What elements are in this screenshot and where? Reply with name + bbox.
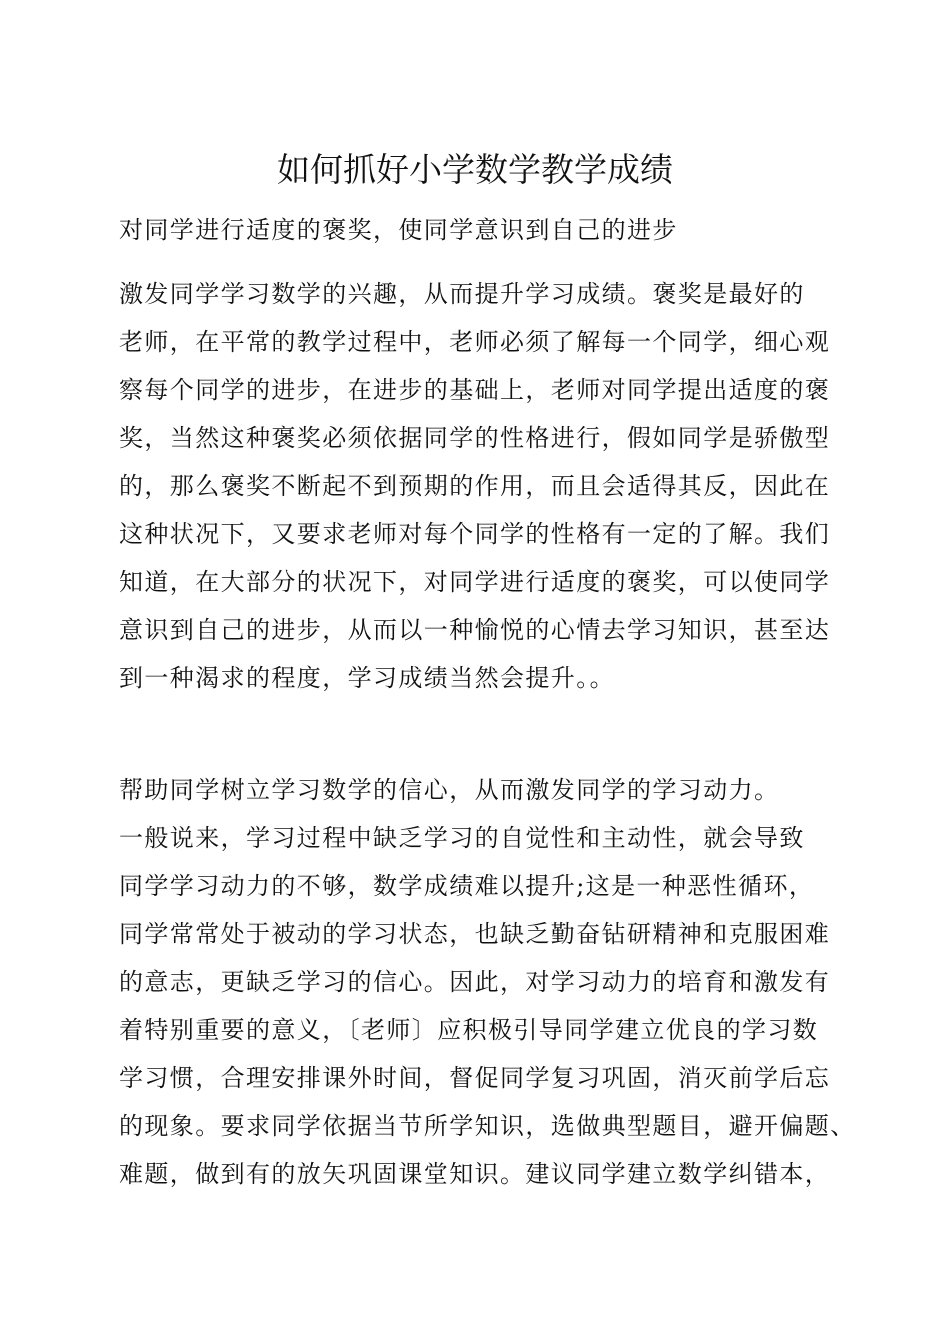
paragraph-line: 一般说来，学习过程中缺乏学习的自觉性和主动性，就会导致 [119, 824, 805, 852]
paragraph-line: 学习惯，合理安排课外时间，督促同学复习巩固，消灭前学后忘 [119, 1064, 831, 1092]
paragraph-line: 同学学习动力的不够，数学成绩难以提升;这是一种恶性循环， [119, 872, 815, 900]
paragraph-line: 着特别重要的意义，〔老师〕应积极引导同学建立优良的学习数 [119, 1016, 819, 1044]
paragraph-line: 意识到自己的进步，从而以一种愉悦的心情去学习知识，甚至达 [119, 616, 831, 644]
paragraph-line: 的意志，更缺乏学习的信心。因此，对学习动力的培育和激发有 [119, 968, 831, 996]
paragraph-line: 奖，当然这种褒奖必须依据同学的性格进行，假如同学是骄傲型 [119, 424, 831, 452]
paragraph-line: 知道，在大部分的状况下，对同学进行适度的褒奖，可以使同学 [119, 568, 831, 596]
paragraph-line: 帮助同学树立学习数学的信心，从而激发同学的学习动力。 [119, 776, 780, 804]
paragraph-line: 老师，在平常的教学过程中，老师必须了解每一个同学，细心观 [119, 328, 831, 356]
document-title: 如何抓好小学数学教学成绩 [277, 150, 673, 189]
paragraph-line: 的现象。要求同学依据当节所学知识，选做典型题目，避开偏题、 [119, 1112, 856, 1140]
paragraph-line: 到一种渴求的程度，学习成绩当然会提升。。 [119, 664, 615, 692]
paragraph-line: 的，那么褒奖不断起不到预期的作用，而且会适得其反，因此在 [119, 472, 831, 500]
paragraph-line: 难题，做到有的放矢巩固课堂知识。建议同学建立数学纠错本， [119, 1160, 831, 1188]
paragraph-line: 这种状况下，又要求老师对每个同学的性格有一定的了解。我们 [119, 520, 831, 548]
paragraph-line: 察每个同学的进步，在进步的基础上，老师对同学提出适度的褒 [119, 376, 831, 404]
paragraph-line: 对同学进行适度的褒奖，使同学意识到自己的进步 [119, 216, 678, 244]
paragraph-line: 激发同学学习数学的兴趣，从而提升学习成绩。褒奖是最好的 [119, 280, 805, 308]
paragraph-line: 同学常常处于被动的学习状态，也缺乏勤奋钻研精神和克服困难 [119, 920, 831, 948]
